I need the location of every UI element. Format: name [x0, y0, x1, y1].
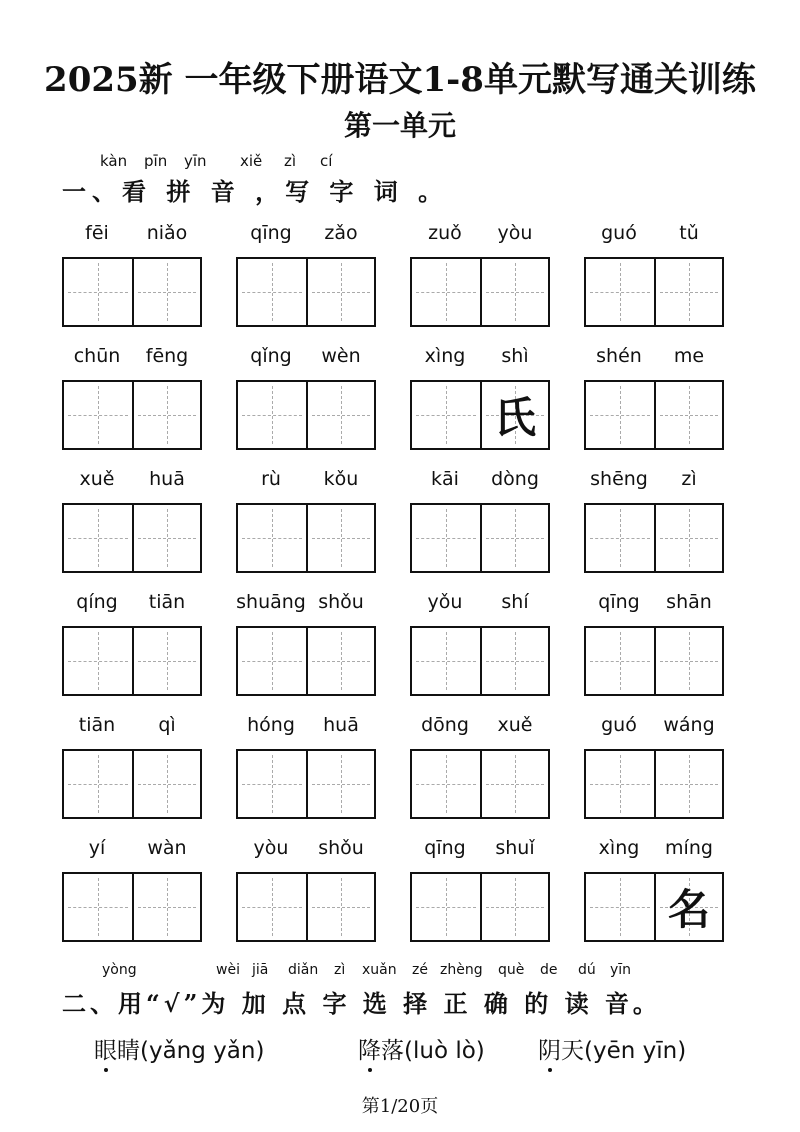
syllable-pinyin: yí: [88, 837, 106, 859]
word-pinyin: [62, 714, 202, 744]
writing-square[interactable]: [64, 628, 132, 694]
word-pinyin: [584, 837, 724, 867]
word-cell: [584, 837, 724, 952]
writing-square[interactable]: [654, 628, 722, 694]
writing-square[interactable]: [132, 259, 200, 325]
document-title: 2025新 一年级下册语文1-8单元默写通关训练: [44, 60, 756, 100]
written-character: 名: [667, 885, 710, 934]
writing-square[interactable]: [412, 628, 480, 694]
writing-square[interactable]: [412, 874, 480, 940]
word-cell: [236, 591, 376, 706]
word-pinyin: [236, 222, 376, 252]
writing-square[interactable]: [306, 382, 374, 448]
emphasis-dot: [548, 1068, 552, 1072]
writing-square[interactable]: [586, 505, 654, 571]
question-word: 阴天: [538, 1038, 584, 1064]
syllable-pinyin: shǒu: [318, 591, 364, 613]
question-item: [538, 1032, 686, 1065]
grid-row: [62, 345, 734, 468]
writing-square[interactable]: [480, 382, 548, 448]
writing-square[interactable]: [306, 751, 374, 817]
syllable-pinyin: guó: [601, 222, 637, 244]
word-cell: [584, 345, 724, 460]
question-options[interactable]: (luò lò): [404, 1038, 485, 1064]
word-cell: [62, 222, 202, 337]
word-pinyin: [410, 591, 550, 621]
syllable-pinyin: qīng: [250, 222, 292, 244]
syllable-pinyin: fēi: [85, 222, 109, 244]
grid-row: [62, 222, 734, 345]
syllable-pinyin: shuāng: [236, 591, 306, 613]
writing-square[interactable]: [132, 874, 200, 940]
syllable-pinyin: wèn: [321, 345, 361, 367]
writing-square[interactable]: [654, 382, 722, 448]
tianzige-box: [410, 749, 550, 819]
question-word: 眼睛: [94, 1038, 140, 1064]
syllable-pinyin: me: [673, 345, 705, 367]
word-cell: [584, 468, 724, 583]
grid-row: [62, 468, 734, 591]
syllable-pinyin: xuě: [497, 714, 533, 736]
word-cell: [62, 837, 202, 952]
writing-square[interactable]: [480, 628, 548, 694]
pinyin-label: yīn: [610, 962, 632, 978]
syllable-pinyin: dòng: [491, 468, 539, 490]
writing-square[interactable]: [480, 874, 548, 940]
section2-pinyin: [0, 962, 800, 982]
word-pinyin: [236, 468, 376, 498]
pinyin-label: xuǎn: [362, 962, 397, 978]
writing-square[interactable]: [132, 628, 200, 694]
section1-heading: 一、看 拼 音 ，写 字 词 。: [62, 177, 449, 206]
syllable-pinyin: shǒu: [318, 837, 364, 859]
word-cell: [236, 468, 376, 583]
syllable-pinyin: yòu: [253, 837, 289, 859]
pinyin-label: zì: [334, 962, 346, 978]
word-pinyin: [584, 345, 724, 375]
syllable-pinyin: huā: [323, 714, 359, 736]
syllable-pinyin: shān: [666, 591, 712, 613]
tianzige-box: [584, 749, 724, 819]
word-cell: [62, 591, 202, 706]
word-pinyin: [236, 714, 376, 744]
question-word: 降落: [358, 1038, 404, 1064]
tianzige-box: [62, 257, 202, 327]
syllable-pinyin: qíng: [76, 591, 118, 613]
pinyin-label: dú: [578, 962, 596, 978]
word-cell: [236, 837, 376, 952]
word-cell: [584, 714, 724, 829]
pinyin-label: kàn: [100, 152, 128, 170]
word-pinyin: [62, 591, 202, 621]
word-cell: [236, 222, 376, 337]
syllable-pinyin: guó: [601, 714, 637, 736]
tianzige-box: [584, 626, 724, 696]
syllable-pinyin: yǒu: [427, 591, 463, 613]
word-cell: [62, 468, 202, 583]
writing-square[interactable]: [132, 382, 200, 448]
pinyin-label: pīn: [144, 152, 168, 170]
word-pinyin: [62, 837, 202, 867]
syllable-pinyin: shén: [596, 345, 642, 367]
page-number: 第1/20页: [361, 1096, 439, 1117]
tianzige-box: [410, 626, 550, 696]
tianzige-box: [410, 380, 550, 450]
writing-square[interactable]: [654, 259, 722, 325]
syllable-pinyin: qì: [158, 714, 176, 736]
tianzige-box: [62, 626, 202, 696]
syllable-pinyin: chūn: [73, 345, 121, 367]
pinyin-label: wèi: [216, 962, 240, 978]
writing-square[interactable]: [306, 259, 374, 325]
writing-square[interactable]: [306, 628, 374, 694]
word-pinyin: [62, 345, 202, 375]
tianzige-box: [236, 380, 376, 450]
syllable-pinyin: xìng: [598, 837, 640, 859]
word-pinyin: [236, 345, 376, 375]
writing-square[interactable]: [412, 259, 480, 325]
word-cell: [410, 714, 550, 829]
writing-square[interactable]: [586, 628, 654, 694]
word-pinyin: [236, 837, 376, 867]
word-cell: [62, 345, 202, 460]
writing-square[interactable]: [238, 628, 306, 694]
writing-square[interactable]: [654, 505, 722, 571]
word-cell: [410, 222, 550, 337]
word-pinyin: [410, 345, 550, 375]
tianzige-box: [62, 872, 202, 942]
tianzige-box: [410, 503, 550, 573]
writing-square[interactable]: [238, 259, 306, 325]
writing-square[interactable]: [64, 751, 132, 817]
grid-row: [62, 837, 734, 960]
word-cell: [410, 837, 550, 952]
syllable-pinyin: shì: [501, 345, 529, 367]
writing-square[interactable]: [586, 259, 654, 325]
tianzige-box: [410, 257, 550, 327]
word-pinyin: [584, 222, 724, 252]
pinyin-label: què: [498, 962, 525, 978]
word-pinyin: [410, 837, 550, 867]
syllable-pinyin: dōng: [421, 714, 469, 736]
pinyin-label: yīn: [184, 152, 207, 170]
syllable-pinyin: wáng: [663, 714, 715, 736]
writing-square[interactable]: [132, 751, 200, 817]
tianzige-box: [62, 380, 202, 450]
writing-square[interactable]: [412, 382, 480, 448]
writing-square[interactable]: [238, 382, 306, 448]
syllable-pinyin: tiān: [78, 714, 116, 736]
writing-square[interactable]: [586, 382, 654, 448]
tianzige-box: [584, 257, 724, 327]
word-cell: [584, 222, 724, 337]
tianzige-box: [236, 503, 376, 573]
word-pinyin: [410, 714, 550, 744]
syllable-pinyin: míng: [665, 837, 713, 859]
syllable-pinyin: shuǐ: [495, 837, 535, 859]
question-options[interactable]: (yǎng yǎn): [140, 1038, 265, 1064]
tianzige-box: [584, 380, 724, 450]
word-cell: [62, 714, 202, 829]
syllable-pinyin: tǔ: [679, 222, 699, 244]
pinyin-label: diǎn: [288, 962, 319, 978]
syllable-pinyin: xuě: [79, 468, 115, 490]
syllable-pinyin: tiān: [148, 591, 186, 613]
word-pinyin: [584, 468, 724, 498]
emphasis-dot: [104, 1068, 108, 1072]
writing-square[interactable]: [238, 874, 306, 940]
word-cell: [236, 714, 376, 829]
pinyin-label: yòng: [102, 962, 137, 978]
syllable-pinyin: qīng: [598, 591, 640, 613]
tianzige-box: [410, 872, 550, 942]
writing-square[interactable]: [64, 382, 132, 448]
writing-square[interactable]: [64, 874, 132, 940]
syllable-pinyin: zǎo: [324, 222, 358, 244]
syllable-pinyin: qīng: [424, 837, 466, 859]
tianzige-box: [236, 257, 376, 327]
word-pinyin: [62, 222, 202, 252]
tianzige-box: [236, 872, 376, 942]
writing-square[interactable]: [306, 505, 374, 571]
syllable-pinyin: kāi: [431, 468, 459, 490]
tianzige-box: [584, 503, 724, 573]
word-pinyin: [410, 468, 550, 498]
syllable-pinyin: shēng: [590, 468, 648, 490]
tianzige-box: [62, 503, 202, 573]
pinyin-label: jiā: [252, 962, 269, 978]
tianzige-box: [236, 749, 376, 819]
syllable-pinyin: zuǒ: [428, 222, 462, 244]
word-pinyin: [236, 591, 376, 621]
pinyin-label: de: [540, 962, 558, 978]
writing-square[interactable]: [480, 751, 548, 817]
writing-square[interactable]: [132, 505, 200, 571]
pinyin-label: cí: [320, 152, 333, 170]
writing-square[interactable]: [412, 751, 480, 817]
word-pinyin: [410, 222, 550, 252]
writing-square[interactable]: [412, 505, 480, 571]
writing-square[interactable]: [654, 751, 722, 817]
word-pinyin: [584, 714, 724, 744]
writing-square[interactable]: [64, 259, 132, 325]
written-character: 氏: [493, 393, 536, 442]
writing-square[interactable]: [306, 874, 374, 940]
question-options[interactable]: (yēn yīn): [584, 1038, 687, 1064]
syllable-pinyin: xìng: [424, 345, 466, 367]
word-cell: [410, 591, 550, 706]
grid-row: [62, 591, 734, 714]
pinyin-label: zé: [412, 962, 428, 978]
writing-square[interactable]: [586, 751, 654, 817]
syllable-pinyin: yòu: [497, 222, 533, 244]
syllable-pinyin: kǒu: [323, 468, 359, 490]
word-cell: [584, 591, 724, 706]
tianzige-box: [584, 872, 724, 942]
syllable-pinyin: fēng: [145, 345, 189, 367]
unit-title: 第一单元: [343, 109, 456, 142]
tianzige-box: [236, 626, 376, 696]
word-pinyin: [62, 468, 202, 498]
emphasis-dot: [368, 1068, 372, 1072]
syllable-pinyin: huā: [149, 468, 185, 490]
tianzige-box: [62, 749, 202, 819]
syllable-pinyin: wàn: [147, 837, 187, 859]
pinyin-label: xiě: [240, 152, 263, 170]
writing-square[interactable]: [238, 751, 306, 817]
grid-row: [62, 714, 734, 837]
writing-square[interactable]: [586, 874, 654, 940]
writing-square[interactable]: [480, 259, 548, 325]
word-cell: [410, 468, 550, 583]
syllable-pinyin: rù: [261, 468, 281, 490]
pinyin-label: zì: [284, 152, 297, 170]
syllable-pinyin: shí: [501, 591, 529, 613]
question-item: [94, 1032, 264, 1065]
writing-square[interactable]: [654, 874, 722, 940]
writing-square[interactable]: [64, 505, 132, 571]
writing-grid: [62, 222, 734, 960]
syllable-pinyin: niǎo: [146, 222, 188, 244]
question-item: [358, 1032, 485, 1065]
pinyin-label: zhèng: [440, 962, 483, 978]
writing-square[interactable]: [238, 505, 306, 571]
syllable-pinyin: qǐng: [250, 345, 292, 367]
writing-square[interactable]: [480, 505, 548, 571]
syllable-pinyin: hóng: [247, 714, 295, 736]
word-cell: [236, 345, 376, 460]
word-cell: [410, 345, 550, 460]
section2-heading: 二、用“√”为 加 点 字 选 择 正 确 的 读 音。: [62, 989, 661, 1018]
word-pinyin: [584, 591, 724, 621]
syllable-pinyin: zì: [681, 468, 697, 490]
